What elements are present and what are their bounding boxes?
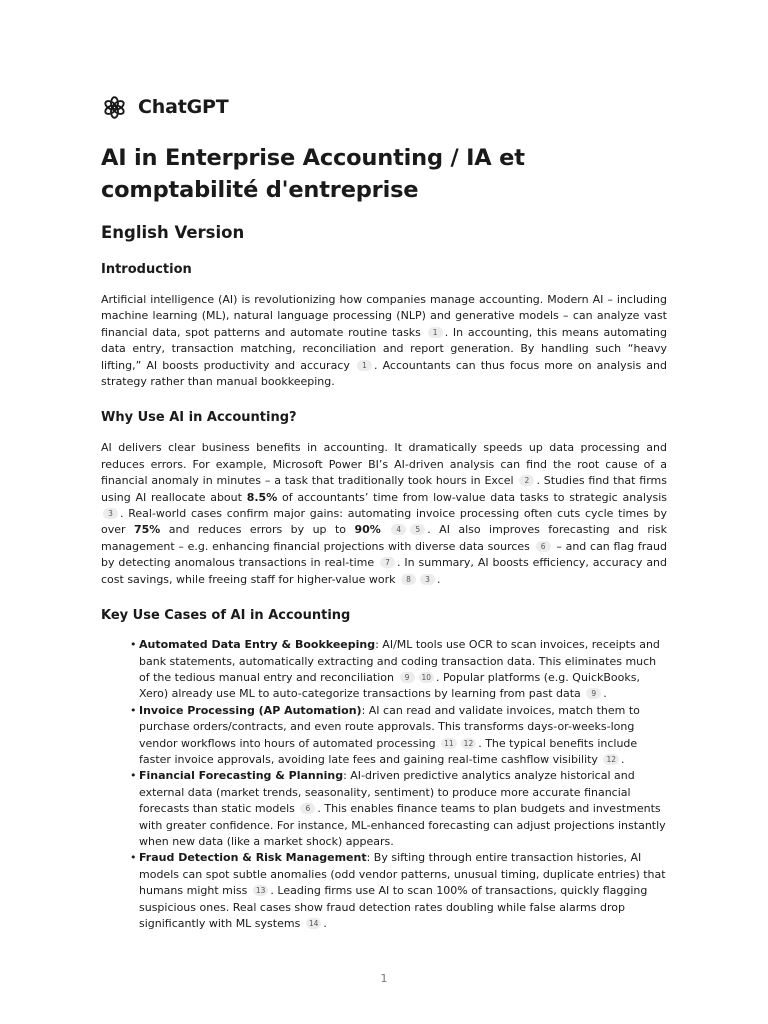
use-cases-heading: Key Use Cases of AI in Accounting [101, 608, 351, 624]
citation-badge[interactable]: 3 [103, 508, 118, 519]
document-title: AI in Enterprise Accounting / IA et comptabilité d'entreprise [101, 145, 525, 203]
bullet-marker: • [130, 851, 137, 865]
why-paragraph: AI delivers clear business benefits in accounting. It dramatically speeds up data processing and reduces errors. For example, Microsoft Power BI’s AI-driven analysis can find the root cause of a financial anomaly in minutes – a task that traditionally took hours in Excel 2 . Studies find that firms using AI reallocate about 8.5% of accountants’ time from low-value data tasks to strategic analysis 3 . Real-world cases confirm major gains: automating invoice processing often cuts cycle times by over 75% and reduces errors by up to 90% 4 5 . AI also improves forecasting and risk management – e.g. enhancing financial projections with diverse data sources 6 – and can flag fraud by detecting anomalous transactions in real-time 7 . In summary, AI boosts efficiency, accuracy and cost savings, while freeing staff for higher-value work 8 3 . [101, 441, 668, 586]
citation-badge[interactable]: 1 [428, 327, 443, 338]
citation-badge[interactable]: 5 [410, 524, 425, 535]
list-item-label: Automated Data Entry & Bookkeeping [139, 638, 376, 652]
brand-header [101, 92, 667, 122]
use-cases-section [101, 607, 667, 932]
document-page [101, 92, 667, 932]
stat-highlight: 75% [133, 523, 161, 537]
version-heading: English Version [101, 223, 245, 242]
list-item: • Automated Data Entry & Bookkeeping: AI/ML tools use OCR to scan invoices, receipts and bank statements, automatically extracting and coding transaction data. This eliminates much of the tedious manual entry and reconciliation 9 10 . Popular platforms (e.g. QuickBooks, Xero) already use ML to auto-categorize transactions by learning from past data 9 . [130, 638, 660, 701]
citation-badge[interactable]: 8 [401, 574, 416, 585]
list-item-label: Invoice Processing (AP Automation) [139, 703, 362, 717]
citation-badge[interactable]: 12 [603, 754, 619, 765]
citation-badge[interactable]: 7 [380, 557, 395, 568]
list-item: • Invoice Processing (AP Automation): AI can read and validate invoices, match them to purchase orders/contracts, and even route approvals. This transforms days-or-weeks-long vendor workflows into hours of automated processing 11 12 . The typical benefits include faster invoice approvals, avoiding late fees and gaining real-time cashflow visibility 12 . [130, 703, 640, 766]
citation-badge[interactable]: 2 [519, 475, 534, 486]
citation-badge[interactable]: 11 [441, 738, 457, 749]
citation-badge[interactable]: 12 [461, 738, 477, 749]
bullet-marker: • [130, 703, 137, 717]
citation-badge[interactable]: 9 [586, 688, 601, 699]
introduction-heading: Introduction [101, 262, 192, 277]
citation-badge[interactable]: 13 [253, 885, 269, 896]
list-item: • Financial Forecasting & Planning: AI-driven predictive analytics analyze historical and external data (market trends, seasonality, sentiment) to produce more accurate financial forecasts than static models 6 . This enables finance teams to plan budgets and investments with greater confidence. For instance, ML-enhanced forecasting can adjust projections instantly when new data (like a market shock) appears. [130, 769, 666, 848]
citation-badge[interactable]: 6 [536, 541, 551, 552]
citation-badge[interactable]: 4 [391, 524, 406, 535]
introduction-paragraph: Artificial intelligence (AI) is revolutionizing how companies manage accounting. Modern AI – including machine learning (ML), natural language processing (NLP) and generative models – can analyze vast financial data, spot patterns and automate routine tasks 1 . In accounting, this means automating data entry, transaction matching, reconciliation and report generation. By handling such “heavy lifting,” AI boosts productivity and accuracy 1 . Accountants can thus focus more on analysis and strategy rather than manual bookkeeping. [101, 293, 668, 389]
list-item-label: Financial Forecasting & Planning [139, 769, 344, 783]
citation-badge[interactable]: 10 [419, 672, 435, 683]
openai-logo-icon [101, 94, 128, 121]
why-section [101, 409, 667, 588]
introduction-section [101, 261, 667, 390]
citation-badge[interactable]: 9 [400, 672, 415, 683]
bullet-marker: • [130, 638, 137, 652]
why-heading: Why Use AI in Accounting? [101, 410, 297, 426]
brand-name: ChatGPT [138, 96, 229, 118]
use-cases-list [101, 637, 667, 932]
stat-highlight: 8.5% [246, 490, 278, 504]
citation-badge[interactable]: 1 [357, 360, 372, 371]
citation-badge[interactable]: 6 [300, 803, 315, 814]
stat-highlight: 90% [354, 523, 381, 537]
citation-badge[interactable]: 3 [420, 574, 435, 585]
page-number: 1 [380, 972, 388, 985]
citation-badge[interactable]: 14 [306, 918, 322, 929]
bullet-marker: • [130, 769, 137, 783]
list-item: • Fraud Detection & Risk Management: By sifting through entire transaction histories, AI models can spot subtle anomalies (odd vendor patterns, unusual timing, duplicate entries) that humans might miss 13 . Leading firms use AI to scan 100% of transactions, quickly flagging suspicious ones. Real cases show fraud detection rates doubling while false alarms drop significantly with ML systems 14 . [130, 851, 666, 930]
list-item-label: Fraud Detection & Risk Management [139, 851, 367, 865]
